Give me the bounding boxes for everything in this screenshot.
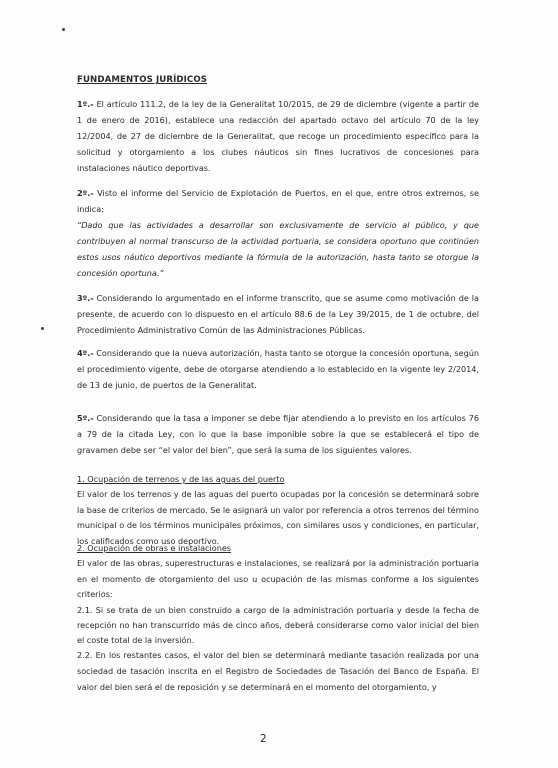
quoted-report: “Dado que las actividades a desarrollar son exclusivamente de servicio al público, y que contribuyen al normal transcurso de la actividad portuaria, se considera oportuno que continúen estos usos náutico deportivos mediante la fórmula de la autorización, hasta tanto se otorgue la concesión oportuna.” bbox=[77, 219, 479, 278]
paragraph-number: 1º.- bbox=[77, 99, 94, 109]
scan-speck bbox=[62, 28, 65, 31]
paragraph-text: Considerando que la nueva autorización, hasta tanto se otorgue la concesión oportuna, según el procedimiento vigente, debe de otorgarse atendiendo a lo establecido en la vigente ley 2/2014, de 13 de junio, de puertos de la Generalitat. bbox=[77, 348, 479, 390]
subsection-text: El valor de las obras, superestructuras e instalaciones, se realizará por la administración portuaria en el momento de otorgamiento del uso u ocupación de las mismas conforme a los siguientes criterios: bbox=[77, 558, 479, 600]
paragraph-number: 3º.- bbox=[77, 293, 94, 303]
paragraph-number: 2º.- bbox=[77, 188, 94, 198]
paragraph-text: Visto el informe del Servicio de Explotación de Puertos, en el que, entre otros extremos, se indica: bbox=[77, 188, 479, 214]
paragraph-text: Considerando lo argumentado en el informe transcrito, que se asume como motivación de la presente, de acuerdo con lo dispuesto en el artículo 88.6 de la Ley 39/2015, de 1 de octubre, del Procedimiento Administrativo Común de las Administraciones Públicas. bbox=[77, 293, 479, 335]
paragraph-number: 4º.- bbox=[77, 348, 94, 358]
scan-speck bbox=[41, 327, 44, 330]
paragraph-number: 5º.- bbox=[77, 413, 94, 423]
paragraph-5 bbox=[77, 411, 479, 459]
section-heading: FUNDAMENTOS JURÍDICOS bbox=[77, 75, 208, 85]
section-land-occupation bbox=[77, 472, 479, 549]
paragraph-text: El artículo 111.2, de la ley de la Generalitat 10/2015, de 29 de diciembre (vigente a partir de 1 de enero de 2016), establece una redacción del apartado octavo del artículo 70 de la ley 12/2004, de 27 de diciembre de la Generalitat, que recoge un procedimiento específico para la solicitud y otorgamiento a los clubes náuticos sin fines lucrativos de concesiones para instalaciones náutico deportivas. bbox=[77, 99, 479, 173]
criterion-2-2 bbox=[77, 648, 479, 696]
paragraph-3 bbox=[77, 291, 479, 339]
criterion-2-1: 2.1. Si se trata de un bien construido a cargo de la administración portuaria y desde la fecha de recepción no han transcurrido más de cinco años, deberá considerarse como valor inicial del bien el coste total de la inversión. bbox=[77, 604, 479, 646]
criterion-text: 2.2. En los restantes casos, el valor del bien se determinará mediante tasación realizada por una sociedad de tasación inscrita en el Registro de Sociedades de Tasación del Banco de España. El valor del bien será el de reposición y se determinará en el momento del otorgamiento, y bbox=[77, 650, 479, 692]
subsection-title: 2. Ocupación de obras e instalaciones bbox=[77, 543, 232, 553]
paragraph-text: Considerando que la tasa a imponer se debe fijar atendiendo a lo previsto en los artículos 76 a 79 de la citada Ley, con lo que la base imponible sobre la que se establecerá el tipo de gravamen debe ser “el valor del bien”, que será la suma de los siguientes valores. bbox=[77, 413, 479, 455]
subsection-text: El valor de los terrenos y de las aguas del puerto ocupadas por la concesión se determinará sobre la base de criterios de mercado. Se le asignará un valor por referencia a otros terrenos del término municipal o de los términos municipales próximos, con similares usos y condiciones, en particular, los calificados como uso deportivo. bbox=[77, 489, 479, 546]
subsection-title: 1. Ocupación de terrenos y de las aguas del puerto bbox=[77, 474, 285, 484]
section-works-occupation bbox=[77, 541, 479, 649]
page-number: 2 bbox=[260, 733, 267, 745]
paragraph-1 bbox=[77, 97, 479, 177]
paragraph-4 bbox=[77, 346, 479, 394]
paragraph-2 bbox=[77, 186, 479, 281]
